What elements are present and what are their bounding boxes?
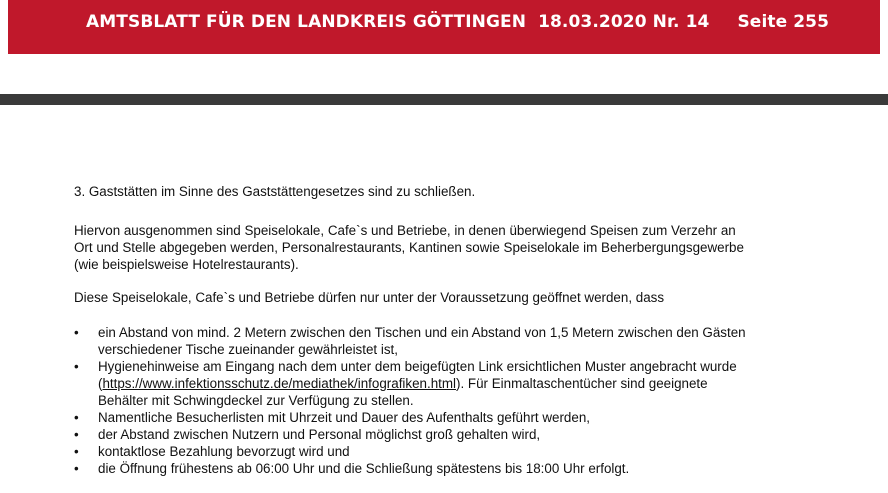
exceptions-line-2: Ort und Stelle abgegeben werden, Personalrestaurants, Kantinen sowie Speiselokale im Beherbergungsgewerbe	[74, 240, 744, 255]
bullet-icon: •	[74, 444, 79, 459]
list-item-line: Behälter mit Schwingdeckel zur Verfügung zu stellen.	[98, 393, 414, 408]
bullet-icon: •	[74, 410, 79, 425]
list-item	[0, 426, 888, 443]
list-item	[0, 409, 888, 426]
paragraph-exceptions	[74, 222, 854, 273]
publication-title: AMTSBLATT FÜR DEN LANDKREIS GÖTTINGEN	[86, 12, 527, 32]
list-item-line: (	[98, 376, 103, 391]
conditions-list	[0, 324, 888, 477]
page-number: Seite 255	[737, 12, 830, 32]
list-item-line: der Abstand zwischen Nutzern und Personal möglichst groß gehalten wird,	[98, 427, 541, 442]
list-item	[0, 324, 888, 358]
list-item-line: Namentliche Besucherlisten mit Uhrzeit und Dauer des Aufenthalts geführt werden,	[98, 410, 590, 425]
list-item-line: ein Abstand von mind. 2 Metern zwischen den Tischen und ein Abstand von 1,5 Metern zwischen den Gästen	[98, 325, 746, 340]
bullet-icon: •	[74, 359, 79, 374]
list-item	[0, 460, 888, 477]
bullet-icon: •	[74, 461, 79, 476]
bullet-icon: •	[74, 427, 79, 442]
bullet-icon: •	[74, 325, 79, 340]
list-item-line: Hygienehinweise am Eingang nach dem unter dem beigefügten Link ersichtlichen Muster angebracht wurde	[98, 359, 737, 374]
exceptions-line-3: (wie beispielsweise Hotelrestaurants).	[74, 257, 299, 272]
list-item	[0, 358, 888, 409]
list-item-line: ). Für Einmaltaschentücher sind geeignete	[456, 376, 708, 391]
exceptions-line-1: Hiervon ausgenommen sind Speiselokale, Cafe`s und Betriebe, in denen überwiegend Speisen zum Verzehr an	[74, 223, 736, 238]
infografiken-link[interactable]: https://www.infektionsschutz.de/mediathek/infografiken.html	[102, 376, 457, 391]
list-item	[0, 443, 888, 460]
list-item-line: verschiedener Tische zueinander gewährleistet ist,	[98, 342, 398, 357]
list-item-line: die Öffnung frühestens ab 06:00 Uhr und die Schließung spätestens bis 18:00 Uhr erfolgt.	[98, 461, 630, 476]
list-item-line: kontaktlose Bezahlung bevorzugt wird und	[98, 444, 350, 459]
issue-date-number: 18.03.2020 Nr. 14	[538, 12, 710, 32]
paragraph-conditions: Diese Speiselokale, Cafe`s und Betriebe dürfen nur unter der Voraussetzung geöffnet werden, dass	[74, 290, 665, 305]
paragraph-closure: 3. Gaststätten im Sinne des Gaststättengesetzes sind zu schließen.	[74, 184, 476, 199]
